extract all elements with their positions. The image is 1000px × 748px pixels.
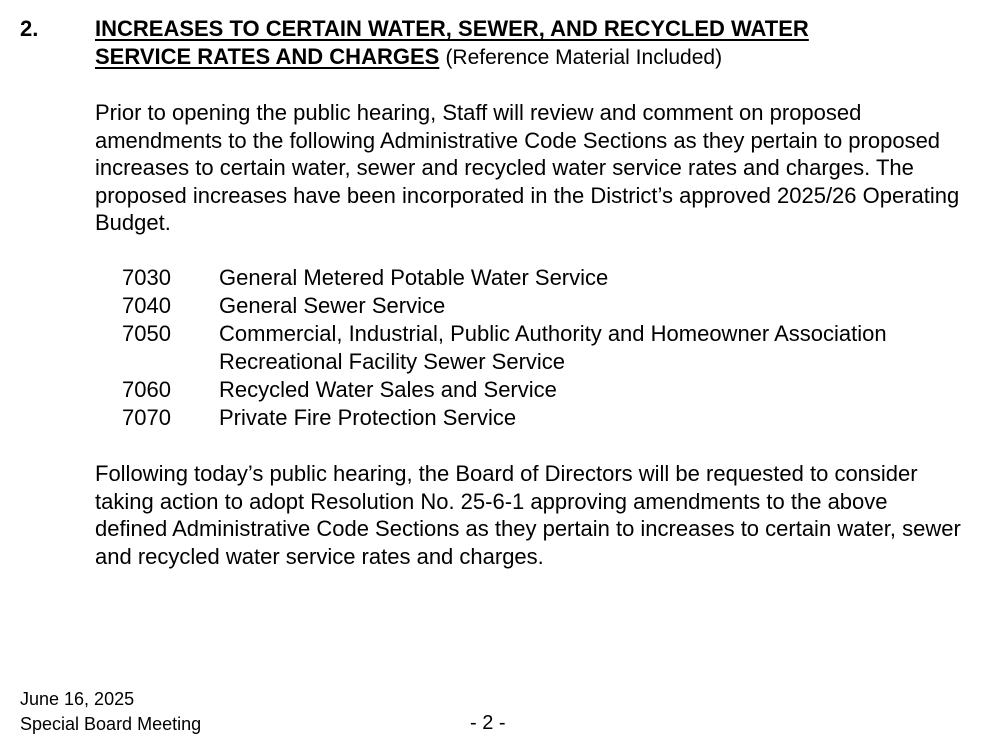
code-section-description: General Metered Potable Water Service (219, 265, 609, 290)
code-section-list (122, 264, 982, 432)
code-section-number: 7070 (122, 405, 171, 430)
agenda-item-title-line1: INCREASES TO CERTAIN WATER, SEWER, AND RECYCLED WATER (95, 16, 809, 41)
code-section-number: 7040 (122, 293, 171, 318)
footer-meeting-name: Special Board Meeting (20, 714, 202, 734)
agenda-item-number: 2. (20, 16, 39, 41)
code-section-description: Commercial, Industrial, Public Authority and Homeowner Association Recreational Facility Sewer Service (219, 321, 887, 374)
code-section-description: General Sewer Service (219, 293, 446, 318)
intro-paragraph: Prior to opening the public hearing, Staff will review and comment on proposed amendments to the following Administrative Code Sections as they pertain to proposed increases to certain water, sewer and recycled water service rates and charges. The proposed increases have been incorporated in the District’s approved 2025/26 Operating Budget. (95, 100, 960, 235)
code-section-number: 7030 (122, 265, 171, 290)
code-section-number: 7060 (122, 377, 171, 402)
code-section-row (122, 292, 982, 320)
code-section-row (122, 404, 982, 432)
code-section-number: 7050 (122, 321, 171, 346)
code-section-row (122, 320, 982, 376)
code-section-description: Recycled Water Sales and Service (219, 377, 557, 402)
code-section-row (122, 264, 982, 292)
footer-date: June 16, 2025 (20, 689, 135, 709)
reference-note: (Reference Material Included) (445, 46, 723, 69)
agenda-item-title-line2: SERVICE RATES AND CHARGES (95, 44, 440, 69)
page-number: - 2 - (470, 712, 506, 734)
agenda-item-heading (95, 15, 975, 72)
closing-paragraph: Following today’s public hearing, the Board of Directors will be requested to consider taking action to adopt Resolution No. 25-6-1 approving amendments to the above defined Administrative Code Sections as they pertain to increases to certain water, sewer and recycled water service rates and charges. (95, 461, 961, 569)
code-section-description: Private Fire Protection Service (219, 405, 517, 430)
code-section-row (122, 376, 982, 404)
